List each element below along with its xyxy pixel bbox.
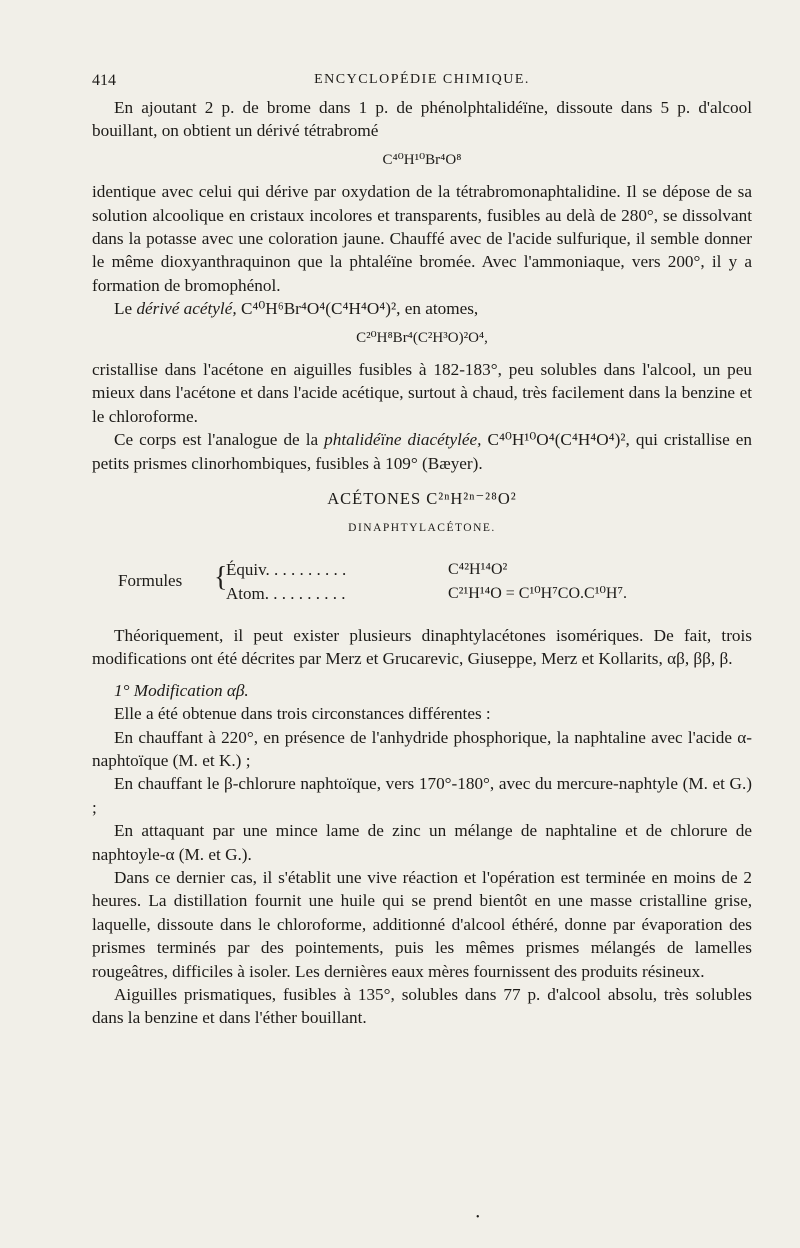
paragraph-chauffant-2: En chauffant le β-chlorure naphtoïque, vers 170°-180°, avec du mercure-naphtyle (M. et G.) ;	[92, 774, 752, 817]
text-italic: dérivé acétylé,	[136, 299, 237, 319]
section-title: ACÉTONES C²ⁿH²ⁿ⁻²⁸O²	[327, 489, 517, 509]
running-title: ENCYCLOPÉDIE CHIMIQUE.	[314, 72, 530, 87]
paragraph-theoriquement: Théoriquement, il peut exister plusieurs dinaphtylacétones isomériques. De fait, trois modifications ont été décrites par Merz et Grucarevic, Giuseppe, Merz et Kollarits, αβ, ββ, β.	[92, 625, 752, 669]
formulas-label: Formules	[118, 570, 183, 590]
brace-icon: {	[214, 561, 228, 593]
text-rest: C⁴⁰H¹⁰O⁴(C⁴H⁴O⁴)², qui cristallise en petits prismes clinorhombiques, fusibles à 109° (Bæyer).	[92, 430, 752, 473]
text-italic: phtalidéïne diacétylée,	[324, 430, 482, 450]
paragraph-chauffant-1: En chauffant à 220°, en présence de l'anhydride phosphorique, la naphtaline avec l'acide α-naphtoïque (M. et K.) ;	[92, 727, 752, 770]
formula-row-value: C⁴²H¹⁴O²	[448, 560, 508, 578]
paragraph-identique: identique avec celui qui dérive par oxydation de la tétrabromonaphtalidine. Il se dépose de sa solution alcoolique en cristaux incolores et transparents, fusibles au delà de 280°, se dissolvant dans la potasse avec une coloration jaune. Chauffé avec de l'acide sulfurique, il semble donner le même dioxyanthraquinon que la phtaléïne bromée. Avec l'ammoniaque, vers 200°, il y a formation de bromophénol.	[92, 182, 752, 295]
subsection-title: DINAPHTYLACÉTONE.	[348, 521, 496, 534]
formula-row-label: Atom. . . . . . . . . .	[226, 583, 346, 603]
paragraph-analogue	[92, 428, 752, 475]
formula-row-label: Équiv. . . . . . . . . .	[226, 559, 347, 579]
text-rest: C⁴⁰H⁶Br⁴O⁴(C⁴H⁴O⁴)², en atomes,	[236, 299, 479, 319]
text-lead: Le	[114, 299, 137, 319]
page-header	[92, 72, 752, 92]
paragraph-derive-acetyle	[92, 297, 752, 320]
paragraph-aiguilles: Aiguilles prismatiques, fusibles à 135°, solubles dans 77 p. d'alcool absolu, très solubles dans la benzine et dans l'éther bouillant.	[92, 985, 752, 1028]
paragraph-circonstances: Elle a été obtenue dans trois circonstances différentes :	[114, 704, 491, 724]
paragraph-dernier-cas: Dans ce dernier cas, il s'établit une vive réaction et l'opération est terminée en moins de 2 heures. La distillation fournit une huile qui se prend bientôt en une masse cristalline grise, laquelle, dissoute dans le chloroforme, additionné d'alcool éthéré, donne par évaporation des prismes terminés par des pointements, puis les mêmes prismes mélangés de lamelles rougeâtres, difficiles à isoler. Les dernières eaux mères fournissent des produits résineux.	[92, 867, 752, 981]
formulas-block	[92, 550, 752, 612]
modification-title: 1° Modification αβ.	[114, 680, 249, 700]
formula-acetyl: C²⁰H⁸Br⁴(C²H³O)²O⁴,	[356, 329, 488, 346]
footer-mark: •	[476, 1212, 480, 1223]
formula-tetrabromo: C⁴⁰H¹⁰Br⁴O⁸	[382, 151, 462, 168]
page-body	[92, 96, 752, 1030]
text-lead: Ce corps est l'analogue de la	[114, 430, 325, 450]
paragraph-bromine: En ajoutant 2 p. de brome dans 1 p. de phénolphtalidéïne, dissoute dans 5 p. d'alcool bouillant, on obtient un dérivé tétrabromé	[92, 98, 752, 141]
paragraph-cristallise: cristallise dans l'acétone en aiguilles fusibles à 182-183°, peu solubles dans l'alcool, un peu mieux dans l'acétone et dans l'acide acétique, surtout à chaud, très facilement dans la benzine et le chloroforme.	[92, 360, 752, 426]
paragraph-attaquant: En attaquant par une mince lame de zinc un mélange de naphtaline et de chlorure de naphtoyle-α (M. et G.).	[92, 821, 752, 864]
formula-row-value: C²¹H¹⁴O = C¹⁰H⁷CO.C¹⁰H⁷.	[448, 584, 628, 602]
page-number: 414	[92, 72, 116, 89]
